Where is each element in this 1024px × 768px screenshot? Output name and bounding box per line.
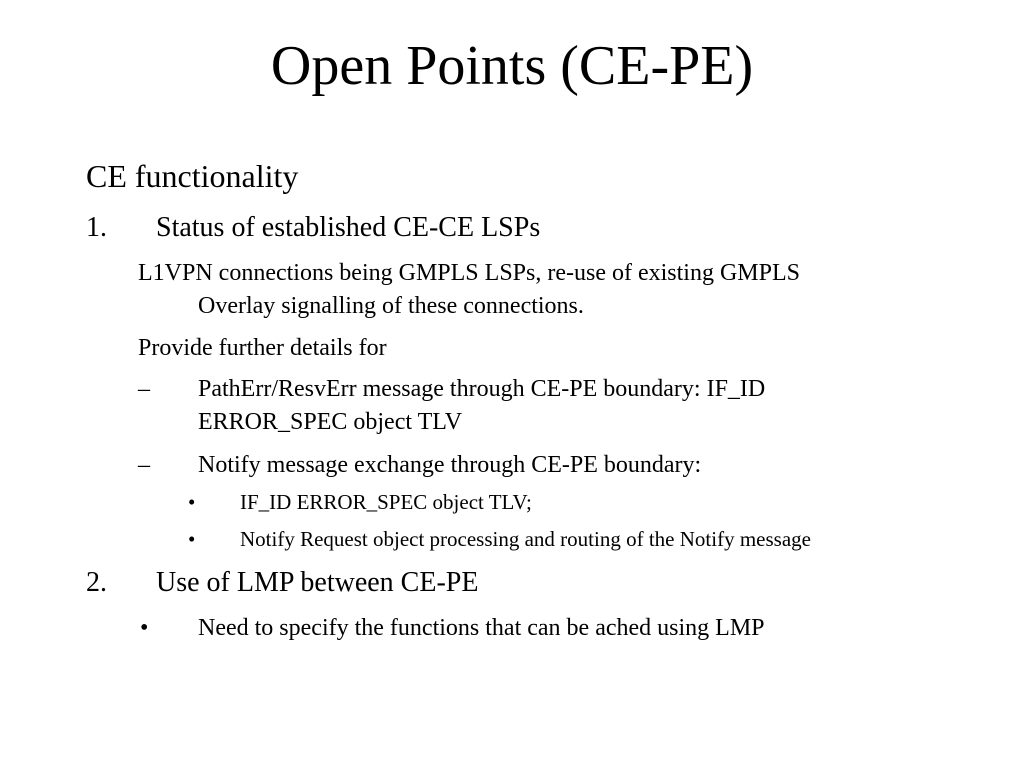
slide-title: Open Points (CE-PE) — [270, 35, 754, 97]
sub-bullet-2-text: Notify Request object processing and routing of the Notify message — [240, 527, 811, 551]
dash-item-2-line-1: Notify message exchange through CE-PE boundary: — [198, 452, 702, 478]
bullet-marker: • — [140, 615, 149, 641]
dash-item-1-line-2: ERROR_SPEC object TLV — [198, 409, 463, 435]
dash-marker-1: – — [138, 376, 150, 402]
dash-item-1-line-1: PathErr/ResvErr message through CE-PE boundary: IF_ID — [198, 376, 766, 402]
paragraph-1-line-1: L1VPN connections being GMPLS LSPs, re-use of existing GMPLS — [138, 260, 800, 286]
bullet-text: Need to specify the functions that can be ached using LMP — [198, 615, 765, 641]
sub-bullet-1-text: IF_ID ERROR_SPEC object TLV; — [240, 490, 532, 514]
paragraph-1-line-2: Overlay signalling of these connections. — [198, 293, 584, 319]
list-item-2-text: Use of LMP between CE-PE — [156, 567, 479, 598]
list-number-1: 1. — [86, 212, 107, 243]
section-heading: CE functionality — [86, 158, 299, 194]
list-item-1-text: Status of established CE-CE LSPs — [156, 212, 541, 243]
sub-bullet-marker-2: • — [188, 527, 196, 551]
list-number-2: 2. — [86, 567, 107, 598]
sub-bullet-marker-1: • — [188, 490, 196, 514]
paragraph-2: Provide further details for — [138, 335, 387, 361]
dash-marker-2: – — [138, 452, 150, 478]
